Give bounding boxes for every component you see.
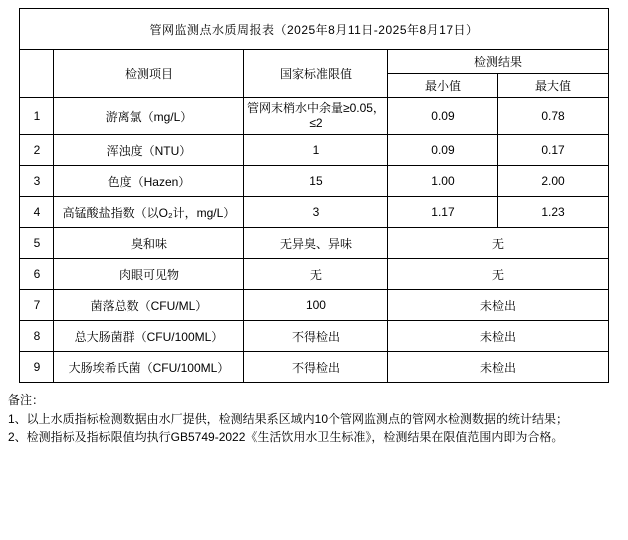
row-min: 0.09 bbox=[388, 98, 498, 135]
row-standard: 不得检出 bbox=[244, 321, 388, 352]
row-index: 1 bbox=[20, 98, 54, 135]
row-item: 臭和味 bbox=[54, 228, 244, 259]
row-index: 9 bbox=[20, 352, 54, 383]
row-item: 肉眼可见物 bbox=[54, 259, 244, 290]
row-item: 高锰酸盐指数（以O₂计，mg/L） bbox=[54, 197, 244, 228]
row-min: 1.00 bbox=[388, 166, 498, 197]
row-standard: 不得检出 bbox=[244, 352, 388, 383]
row-result: 未检出 bbox=[388, 352, 608, 383]
row-standard: 管网末梢水中余量≥0.05，≤2 bbox=[244, 98, 388, 135]
row-item: 浑浊度（NTU） bbox=[54, 135, 244, 166]
table-row bbox=[20, 228, 608, 259]
water-quality-table bbox=[19, 8, 608, 383]
row-item: 色度（Hazen） bbox=[54, 166, 244, 197]
header-min: 最小值 bbox=[388, 74, 498, 98]
row-index: 6 bbox=[20, 259, 54, 290]
header-max: 最大值 bbox=[498, 74, 608, 98]
report-page bbox=[0, 8, 628, 540]
row-standard: 15 bbox=[244, 166, 388, 197]
table-row bbox=[20, 166, 608, 197]
row-standard: 100 bbox=[244, 290, 388, 321]
row-max: 1.23 bbox=[498, 197, 608, 228]
row-standard: 无 bbox=[244, 259, 388, 290]
row-item: 大肠埃希氏菌（CFU/100ML） bbox=[54, 352, 244, 383]
table-row bbox=[20, 290, 608, 321]
header-item: 检测项目 bbox=[54, 50, 244, 98]
row-index: 3 bbox=[20, 166, 54, 197]
row-min: 0.09 bbox=[388, 135, 498, 166]
header-index bbox=[20, 50, 54, 98]
table-row bbox=[20, 352, 608, 383]
table-row bbox=[20, 321, 608, 352]
notes-line-2: 2、检测指标及指标限值均执行GB5749-2022《生活饮用水卫生标准》，检测结果在限值范围内即为合格。 bbox=[8, 430, 564, 445]
row-item: 菌落总数（CFU/ML） bbox=[54, 290, 244, 321]
row-min: 1.17 bbox=[388, 197, 498, 228]
row-index: 2 bbox=[20, 135, 54, 166]
table-row bbox=[20, 197, 608, 228]
row-standard: 1 bbox=[244, 135, 388, 166]
row-max: 0.17 bbox=[498, 135, 608, 166]
table-row bbox=[20, 98, 608, 135]
row-index: 5 bbox=[20, 228, 54, 259]
row-result: 无 bbox=[388, 228, 608, 259]
notes-section bbox=[8, 391, 618, 447]
row-item: 总大肠菌群（CFU/100ML） bbox=[54, 321, 244, 352]
row-standard: 无异臭、异味 bbox=[244, 228, 388, 259]
header-standard: 国家标准限值 bbox=[244, 50, 388, 98]
notes-label: 备注： bbox=[8, 393, 45, 407]
title-row bbox=[20, 9, 608, 50]
table-row bbox=[20, 135, 608, 166]
row-result: 未检出 bbox=[388, 290, 608, 321]
row-index: 8 bbox=[20, 321, 54, 352]
row-index: 4 bbox=[20, 197, 54, 228]
header-row-1 bbox=[20, 50, 608, 74]
row-result: 无 bbox=[388, 259, 608, 290]
page-title: 管网监测点水质周报表（2025年8月11日-2025年8月17日） bbox=[20, 9, 608, 50]
row-result: 未检出 bbox=[388, 321, 608, 352]
row-max: 2.00 bbox=[498, 166, 608, 197]
row-item: 游离氯（mg/L） bbox=[54, 98, 244, 135]
row-standard: 3 bbox=[244, 197, 388, 228]
row-max: 0.78 bbox=[498, 98, 608, 135]
notes-line-1: 1、以上水质指标检测数据由水厂提供，检测结果系区域内10个管网监测点的管网水检测数据的统计结果； bbox=[8, 411, 569, 426]
header-result: 检测结果 bbox=[388, 50, 608, 74]
row-index: 7 bbox=[20, 290, 54, 321]
table-row bbox=[20, 259, 608, 290]
